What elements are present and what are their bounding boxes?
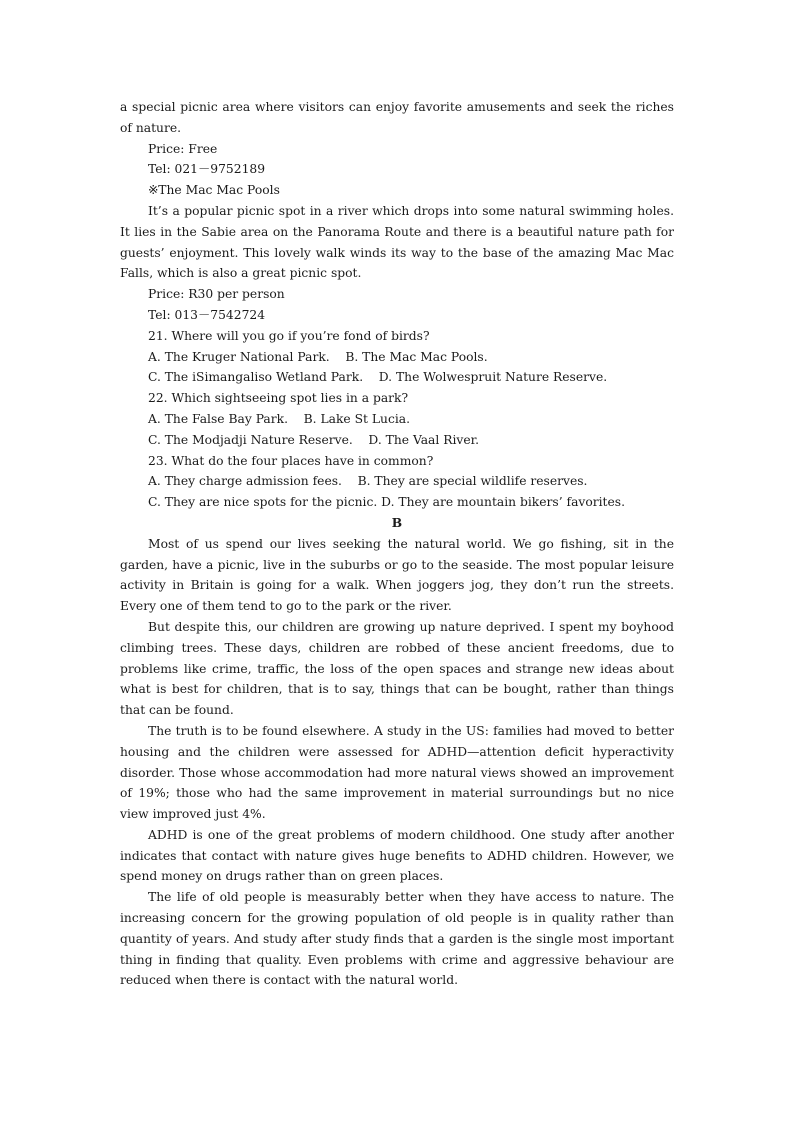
place-title-mac-mac-pools: ※The Mac Mac Pools — [148, 183, 280, 198]
tel-number-2: Tel: 013－7542724 — [148, 307, 266, 322]
place-description: It’s a popular picnic spot in a river which drops into some natural swimming holes. It lies in the Sabie area on the Panorama Route and there is a beautiful nature path for guests’ enjoyment. This lovely walk winds its way to the base of the amazing Mac Mac Falls, which is also a great picnic spot. — [120, 203, 674, 281]
document-page — [120, 97, 674, 991]
section-b-paragraph: The life of old people is measurably better when they have access to nature. The increasing concern for the growing population of old people is in quality rather than quantity of years. And study after study finds that a garden is the single most important thing in finding that quality. Even problems with crime and aggressive behaviour are reduced when there is contact with the natural world. — [120, 890, 674, 988]
question-22-options-ab: A. The False Bay Park. B. Lake St Lucia. — [148, 411, 411, 426]
question-21-stem: 21. Where will you go if you’re fond of birds? — [148, 328, 430, 343]
section-b-paragraph: ADHD is one of the great problems of modern childhood. One study after another indicates that contact with nature gives huge benefits to ADHD children. However, we spend money on drugs rather than on green places. — [120, 827, 674, 884]
question-22-stem: 22. Which sightseeing spot lies in a park? — [148, 391, 409, 406]
section-b-paragraph: But despite this, our children are growing up nature deprived. I spent my boyhood climbing trees. These days, children are robbed of these ancient freedoms, due to problems like crime, traffic, the loss of the open spaces and strange new ideas about what is best for children, that is to say, things that can be bought, rather than things that can be found. — [120, 619, 674, 718]
question-23-options-ab: A. They charge admission fees. B. They are special wildlife reserves. — [148, 474, 588, 489]
price-r30: Price: R30 per person — [148, 287, 285, 302]
question-22-options-cd: C. The Modjadji Nature Reserve. D. The Vaal River. — [148, 432, 480, 447]
question-23-stem: 23. What do the four places have in common? — [148, 453, 434, 468]
section-b-heading: B — [391, 514, 403, 530]
paragraph-continuation: a special picnic area where visitors can enjoy favorite amusements and seek the riches of nature. — [120, 100, 674, 135]
price-free: Price: Free — [148, 141, 218, 156]
question-21-options-ab: A. The Kruger National Park. B. The Mac Mac Pools. — [148, 349, 488, 364]
section-b-paragraph: Most of us spend our lives seeking the natural world. We go fishing, sit in the garden, have a picnic, live in the suburbs or go to the seaside. The most popular leisure activity in Britain is going for a walk. When joggers jog, they don’t run the streets. Every one of them tend to go to the park or the river. — [120, 536, 674, 614]
section-b-paragraph: The truth is to be found elsewhere. A study in the US: families had moved to better housing and the children were assessed for ADHD—attention deficit hyperactivity disorder. Those whose accommodation had more natural views showed an improvement of 19%; those who had the same improvement in material surroundings but no nice view improved just 4%. — [120, 723, 674, 822]
tel-number-1: Tel: 021－9752189 — [148, 162, 266, 177]
question-21-options-cd: C. The iSimangaliso Wetland Park. D. The Wolwespruit Nature Reserve. — [148, 370, 608, 385]
question-23-options-cd: C. They are nice spots for the picnic. D. They are mountain bikers’ favorites. — [148, 495, 625, 510]
